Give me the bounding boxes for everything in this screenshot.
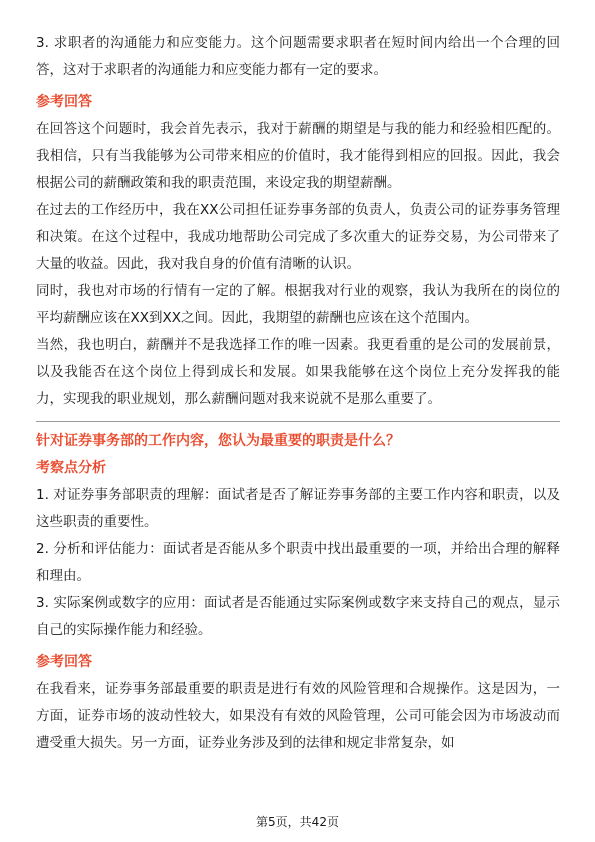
- answer-paragraph: 同时，我也对市场的行情有一定的了解。根据我对行业的观察，我认为我所在的岗位的平均薪酬应该在XX到XX之间。因此，我期望的薪酬也应该在这个范围内。: [36, 283, 560, 326]
- reference-answer-heading: 参考回答: [36, 94, 92, 110]
- answer-paragraph: 当然，我也明白，薪酬并不是我选择工作的唯一因素。我更看重的是公司的发展前景，以及我能否在这个岗位上得到成长和发展。如果我能够在这个岗位上充分发挥我的能力，实现我的职业规划，那么薪酬问题对我来说就不是那么重要了。: [36, 337, 560, 407]
- answer-paragraph: 在过去的工作经历中，我在XX公司担任证券事务部的负责人，负责公司的证券事务管理和决策。在这个过程中，我成功地帮助公司完成了多次重大的证券交易，为公司带来了大量的收益。因此，我对我自身的价值有清晰的认识。: [36, 202, 560, 272]
- question-title: 针对证券事务部的工作内容，您认为最重要的职责是什么？: [36, 433, 400, 449]
- criterion-item-3: 3. 求职者的沟通能力和应变能力。这个问题需要求职者在短时间内给出一个合理的回答，这对于求职者的沟通能力和应变能力都有一定的要求。: [36, 35, 560, 78]
- page-number: 第5页，共42页: [256, 815, 339, 829]
- answer-paragraph: 在我看来，证券事务部最重要的职责是进行有效的风险管理和合规操作。这是因为，一方面，证券市场的波动性较大，如果没有有效的风险管理，公司可能会因为市场波动而遭受重大损失。另一方面，证券业务涉及到的法律和规定非常复杂，如: [36, 681, 560, 751]
- analysis-item: 3. 实际案例或数字的应用：面试者是否能通过实际案例或数字来支持自己的观点，显示自己的实际操作能力和经验。: [36, 595, 560, 638]
- section-divider: [36, 421, 560, 422]
- reference-answer-heading: 参考回答: [36, 654, 92, 670]
- analysis-item: 1. 对证券事务部职责的理解：面试者是否了解证券事务部的主要工作内容和职责，以及这些职责的重要性。: [36, 487, 560, 530]
- analysis-heading: 考察点分析: [36, 460, 106, 476]
- answer-paragraph: 在回答这个问题时，我会首先表示，我对于薪酬的期望是与我的能力和经验相匹配的。我相信，只有当我能够为公司带来相应的价值时，我才能得到相应的回报。因此，我会根据公司的薪酬政策和我的职责范围，来设定我的期望薪酬。: [36, 121, 560, 191]
- document-page: [36, 30, 560, 757]
- analysis-item: 2. 分析和评估能力：面试者是否能从多个职责中找出最重要的一项，并给出合理的解释和理由。: [36, 541, 560, 584]
